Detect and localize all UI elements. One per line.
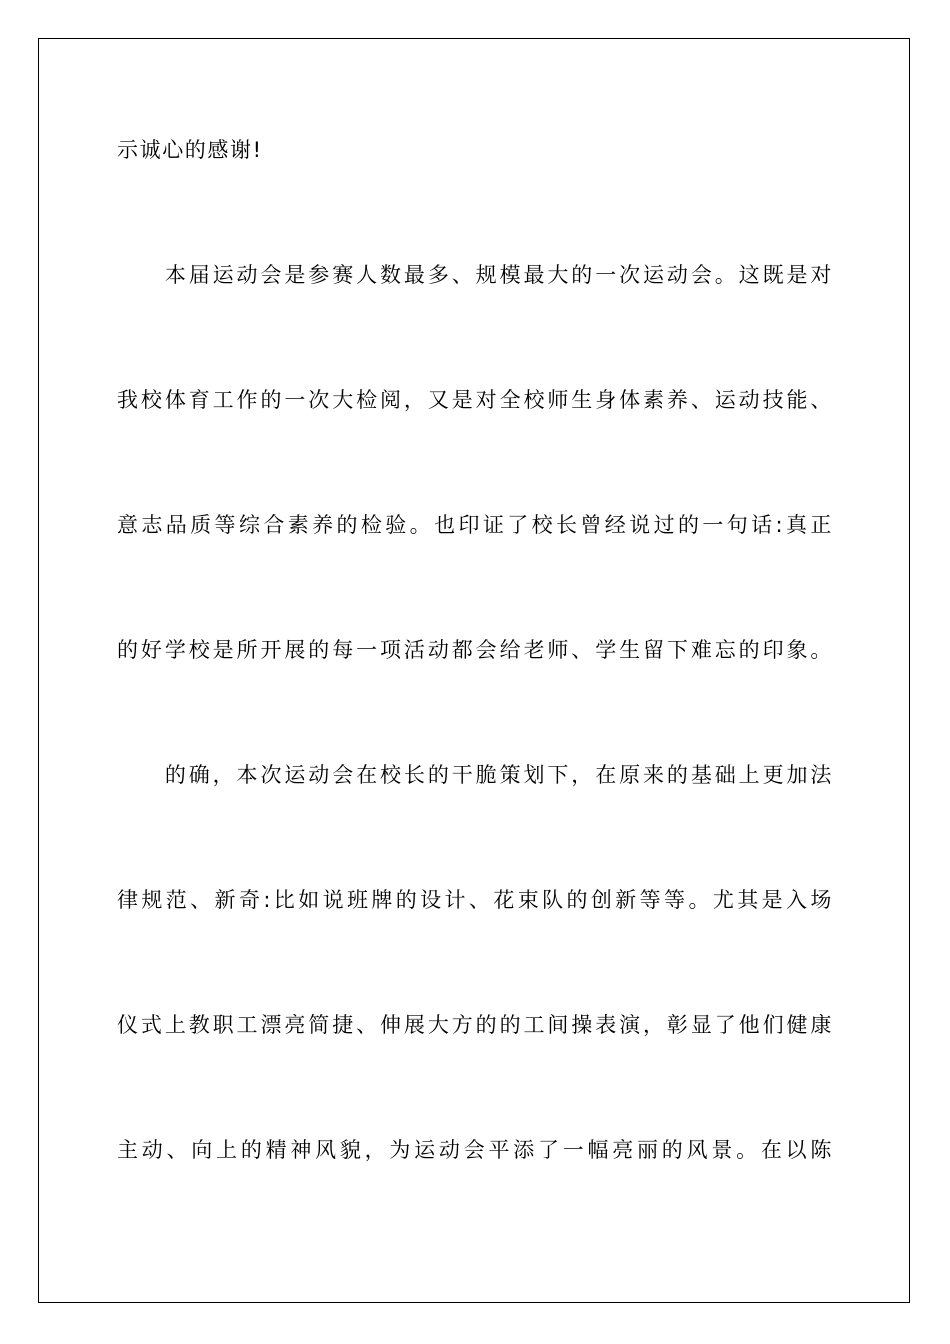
- text-line: 示诚心的感谢!: [117, 138, 263, 162]
- text-line: 的好学校是所开展的每一项活动都会给老师、学生留下难忘的印象。: [117, 638, 833, 662]
- text-line: 律规范、新奇:比如说班牌的设计、花束队的创新等等。尤其是入场: [117, 888, 833, 912]
- text-line: 主动、向上的精神风貌，为运动会平添了一幅亮丽的风景。在以陈: [117, 1138, 833, 1162]
- text-line: 意志品质等综合素养的检验。也印证了校长曾经说过的一句话:真正: [117, 513, 833, 537]
- text-line: 仪式上教职工漂亮简捷、伸展大方的的工间操表演，彰显了他们健康: [117, 1013, 833, 1037]
- text-line: 我校体育工作的一次大检阅，又是对全校师生身体素养、运动技能、: [117, 388, 833, 412]
- page-border: [38, 38, 910, 1303]
- text-line: 的确，本次运动会在校长的干脆策划下，在原来的基础上更加法: [117, 763, 833, 787]
- text-line: 本届运动会是参赛人数最多、规模最大的一次运动会。这既是对: [117, 263, 833, 287]
